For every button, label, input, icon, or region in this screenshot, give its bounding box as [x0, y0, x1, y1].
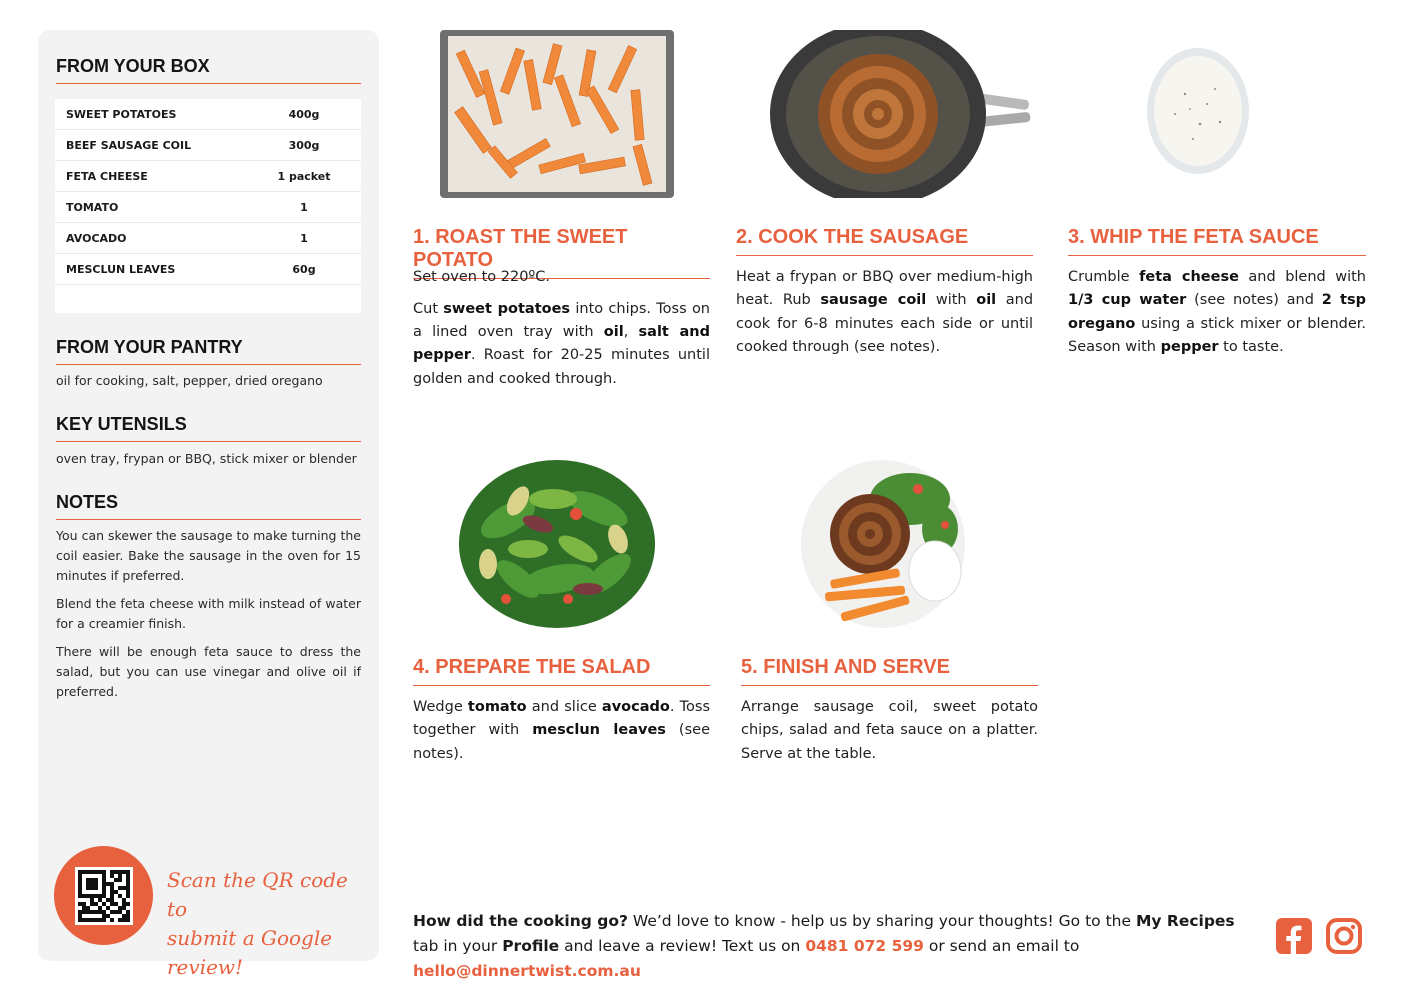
step-paragraph — [413, 298, 710, 391]
step-paragraph — [413, 696, 710, 766]
ingredient-qty: 400g — [288, 107, 320, 121]
bold-text: salt and pepper — [413, 324, 710, 364]
text-run: or send an email to — [923, 937, 1080, 955]
review-footer — [413, 909, 1263, 984]
step-3-title: 3. WHIP THE FETA SAUCE — [1068, 226, 1366, 256]
text-run: tab in your — [413, 937, 503, 955]
text-run: Arrange sausage coil, sweet potato chips, salad and feta sauce on a platter. Serve at the table. — [741, 699, 1038, 762]
bold-text: My Recipes — [1135, 912, 1235, 930]
ingredient-qty: 1 — [300, 200, 308, 214]
bold-text: avocado — [601, 699, 670, 715]
text-run: with — [926, 292, 977, 309]
facebook-icon[interactable] — [1275, 917, 1313, 955]
notes-title: NOTES — [56, 492, 361, 520]
text-run: Crumble — [1068, 269, 1140, 285]
note-item: Blend the feta cheese with milk instead of water for a creamier finish. — [56, 596, 361, 631]
text-run: and leave a review! Text us on — [559, 937, 806, 955]
ingredient-qty: 300g — [288, 138, 320, 152]
qr-caption-line2: submit a Google review! — [167, 926, 333, 979]
ingredient-qty: 60g — [292, 262, 316, 276]
text-run: and slice — [526, 699, 602, 715]
ingredient-row — [55, 161, 361, 192]
text-run: (see notes). — [413, 722, 710, 762]
ingredient-name: AVOCADO — [66, 231, 127, 245]
step-4-title: 4. PREPARE THE SALAD — [413, 656, 710, 686]
ingredient-name: SWEET POTATOES — [66, 107, 177, 121]
bold-text: oil — [976, 292, 997, 309]
ingredient-name: BEEF SAUSAGE COIL — [66, 138, 192, 152]
text-run: using a stick mixer or blender. Season with — [1068, 315, 1366, 355]
text-run: to taste. — [1218, 338, 1284, 355]
utensils-title: KEY UTENSILS — [56, 414, 361, 442]
step-paragraph — [413, 266, 710, 289]
text-run: Wedge — [413, 699, 468, 715]
text-run: Heat a frypan or BBQ over medium-high heat. Rub — [736, 269, 1033, 309]
ingredient-row — [55, 254, 361, 285]
served-platter-image — [800, 459, 966, 629]
pantry-text: oil for cooking, salt, pepper, dried oregano — [56, 373, 323, 388]
step-5-title: 5. FINISH AND SERVE — [741, 656, 1038, 686]
step-1-body — [413, 266, 710, 399]
salad-image — [458, 459, 656, 629]
sidebar — [38, 30, 379, 979]
bold-text: Profile — [502, 937, 560, 955]
bold-text: sausage coil — [820, 292, 927, 309]
step-paragraph — [736, 266, 1033, 359]
bold-text: mesclun leaves — [532, 722, 666, 739]
sausage-frypan-image — [770, 30, 1032, 198]
text-run: Set oven to 220ºC. — [413, 269, 550, 285]
utensils-text: oven tray, frypan or BBQ, stick mixer or blender — [56, 451, 357, 466]
step-3-body — [1068, 266, 1366, 368]
bold-text: oil — [603, 324, 624, 341]
ingredient-row — [55, 130, 361, 161]
text-run: , — [623, 324, 639, 341]
step-paragraph — [1068, 266, 1366, 359]
ingredient-name: FETA CHEESE — [66, 169, 148, 183]
bold-text: 1/3 cup water — [1068, 292, 1187, 309]
text-run: . Toss together with — [413, 699, 710, 739]
qr-code[interactable] — [75, 867, 133, 925]
text-run: We’d love to know - help us by sharing your thoughts! Go to the — [627, 912, 1136, 930]
ingredient-name: TOMATO — [66, 200, 119, 214]
instagram-icon[interactable] — [1325, 917, 1363, 955]
step-4-body — [413, 696, 710, 774]
note-item: There will be enough feta sauce to dress the salad, but you can use vinegar and olive oil if preferred. — [56, 644, 361, 699]
ingredient-name: MESCLUN LEAVES — [66, 262, 176, 276]
sweet-potato-tray-image — [438, 30, 676, 198]
ingredient-row — [55, 192, 361, 223]
text-run: and cook for 6-8 minutes each side or until cooked through (see notes). — [736, 292, 1034, 355]
text-run: . Roast for 20-25 minutes until golden and cooked through. — [413, 347, 710, 387]
ingredient-row — [55, 223, 361, 254]
qr-caption-line1: Scan the QR code to — [167, 868, 348, 921]
step-1-title: 1. ROAST THE SWEET POTATO — [413, 226, 710, 279]
contact-link[interactable]: hello@dinnertwist.com.au — [413, 962, 641, 980]
notes-list — [56, 526, 361, 710]
qr-caption — [167, 866, 367, 982]
bold-text: How did the cooking go? — [413, 912, 628, 930]
pantry-title: FROM YOUR PANTRY — [56, 337, 361, 365]
step-2-body — [736, 266, 1033, 368]
ingredient-qty: 1 packet — [277, 169, 331, 183]
bold-text: pepper — [1160, 338, 1219, 355]
from-your-box-title: FROM YOUR BOX — [56, 56, 361, 84]
step-paragraph — [741, 696, 1038, 766]
ingredient-qty: 1 — [300, 231, 308, 245]
text-run: into chips. Toss on a lined oven tray with — [413, 300, 711, 341]
contact-link[interactable]: 0481 072 599 — [805, 937, 924, 955]
note-item: You can skewer the sausage to make turning the coil easier. Bake the sausage in the oven for 15 minutes if preferred. — [56, 528, 361, 583]
text-run: Cut — [413, 300, 444, 317]
ingredients-table — [55, 99, 361, 313]
bold-text: 2 tsp oregano — [1068, 292, 1366, 332]
bold-text: feta cheese — [1139, 269, 1239, 285]
qr-badge — [54, 846, 153, 945]
bold-text: sweet potatoes — [443, 300, 571, 317]
bold-text: tomato — [467, 699, 527, 715]
step-5-body — [741, 696, 1038, 774]
text-run: and blend with — [1238, 269, 1367, 285]
text-run: (see notes) and — [1186, 292, 1322, 309]
ingredient-row — [55, 99, 361, 130]
step-2-title: 2. COOK THE SAUSAGE — [736, 226, 1033, 256]
feta-sauce-image — [1145, 44, 1251, 178]
